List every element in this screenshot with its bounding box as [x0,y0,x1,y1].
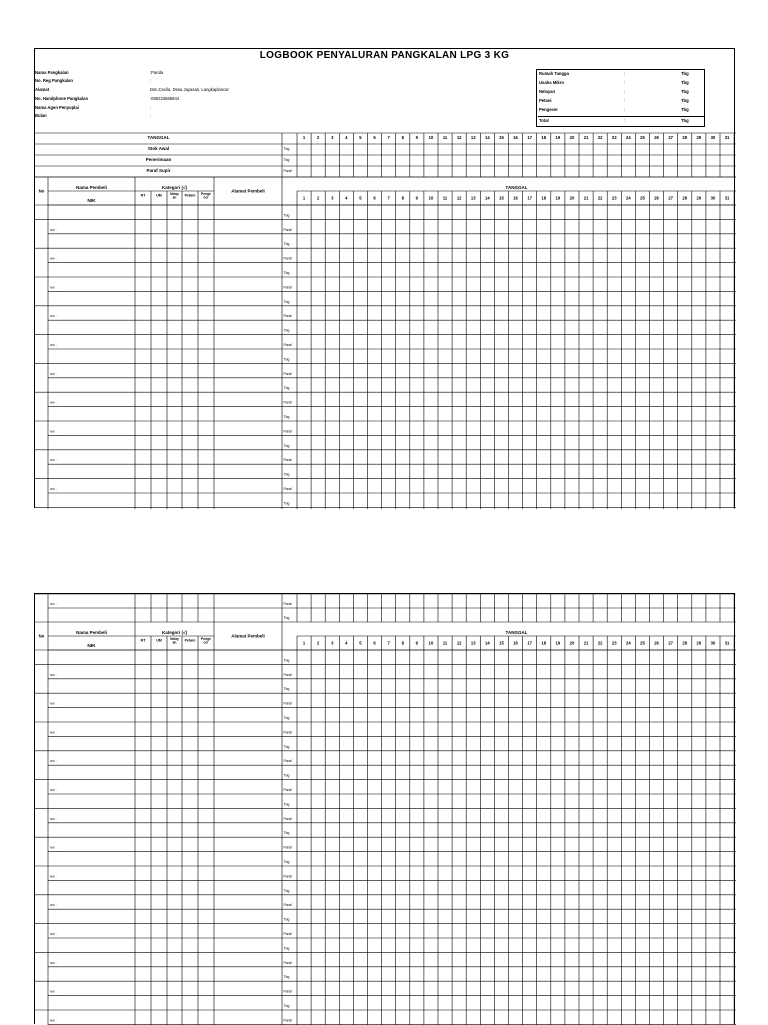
category-header: UM [156,638,162,643]
info-value: : [150,113,152,118]
day-number-header: 26 [654,195,659,201]
category-header: an [172,195,177,200]
day-number-header: 23 [611,135,617,140]
row-tag-label: Paraf [283,730,292,735]
day-number-header: 9 [415,135,419,140]
day-number-header: 14 [485,135,490,140]
summary-colon: : [624,98,626,103]
day-number-header: 18 [541,640,547,646]
row-tag-label: Paraf [283,285,292,290]
summary-label: Petani [539,98,552,103]
day-number-header: 27 [668,135,673,140]
day-number-header: 12 [456,195,462,201]
day-number-header: 6 [373,195,376,201]
summary-label: Total [539,118,549,123]
row-tag-label: Tbg [283,271,290,275]
summary-unit: Tbg [681,71,689,76]
day-number-header: 5 [359,640,362,646]
row-tag-label: Paraf [283,903,292,908]
day-number-header: 6 [373,135,376,140]
row-tag-label: Paraf [283,960,292,965]
day-number-header: 8 [401,640,404,646]
tanggal-header: TANGGAL [505,630,528,635]
info-value: :085223668844 [150,96,180,101]
day-number-header: 9 [415,640,419,646]
day-number-header: 8 [401,135,404,140]
category-header: Nelay [170,192,179,196]
day-number-header: 23 [611,195,617,201]
row-tag-label: Tbg [283,158,290,162]
day-number-header: 1 [302,195,306,201]
row-tag-label: Paraf [283,788,292,792]
day-number-header: 28 [682,195,688,201]
category-header: RT [140,638,146,643]
row-tag-label: Tbg [283,415,290,419]
alamat-pembeli-header: Alamat Pembeli [231,188,265,194]
nik-prefix: NIK : [50,256,57,261]
info-label: No. Reg Pangkalan [35,78,73,83]
day-number-header: 24 [626,135,631,140]
row-tag-label: Tbg [283,687,290,692]
info-value: :Parida [150,70,164,75]
day-number-header: 27 [668,195,673,201]
row-tag-label: Paraf [283,816,292,821]
paraf-supir-label: Paraf Supir [146,168,171,173]
logbook-grid [35,594,736,1025]
summary-colon: : [624,89,626,94]
nik-prefix: NIK : [50,487,57,491]
day-number-header: 1 [302,135,306,140]
nik-prefix: NIK : [50,227,57,232]
summary-unit: Tbg [681,118,689,123]
day-number-header: 5 [359,135,362,140]
day-number-header: 28 [682,640,688,646]
nik-prefix: NIK : [50,701,57,706]
day-number-header: 7 [387,195,390,201]
info-label: Bulan [35,113,47,118]
nik-header: NIK [87,199,96,204]
day-number-header: 15 [499,195,504,201]
nama-pembeli-header: Nama Pembeli [76,185,107,190]
row-tag-label: Tbg [283,831,290,836]
row-tag-label: Tbg [283,975,290,980]
nik-prefix: NIK : [50,759,57,764]
nik-prefix: NIK : [50,400,57,405]
day-number-header: 9 [415,195,419,201]
day-number-header: 13 [470,640,476,646]
day-number-header: 20 [569,135,575,140]
day-number-header: 12 [456,640,462,646]
day-number-header: 3 [331,640,334,646]
day-number-header: 31 [724,135,730,140]
summary-label: Rumah Tangga [539,71,569,76]
kategori-header: Kategori (√) [162,185,187,190]
row-tag-label: Paraf [283,701,292,706]
day-number-header: 16 [513,135,518,140]
row-tag-label: Paraf [283,845,292,850]
category-header: Petani [184,638,196,643]
row-tag-label: Tbg [283,658,290,663]
row-tag-label: Tbg [283,386,290,391]
day-number-header: 29 [696,195,702,201]
row-tag-label: Tbg [283,242,290,247]
day-number-header: 13 [470,195,476,201]
day-number-header: 10 [428,640,434,646]
day-number-header: 2 [316,195,320,201]
nik-prefix: NIK : [50,1018,57,1023]
day-number-header: 16 [513,195,518,201]
info-value: : [150,78,152,83]
row-tag-label: Paraf [283,487,292,491]
info-value: : [150,105,152,110]
stok-awal-label: Stok Awal [147,146,170,151]
row-tag-label: Paraf [283,400,292,405]
row-tag-label: Paraf [283,759,292,764]
row-tag-label: Paraf [283,1018,292,1023]
row-tag-label: Paraf [283,343,292,347]
day-number-header: 5 [359,195,362,201]
nik-prefix: NIK : [50,672,57,677]
day-number-header: 26 [654,135,659,140]
day-number-header: 13 [470,135,476,140]
day-number-header: 30 [710,640,716,646]
day-number-header: 11 [442,135,448,140]
day-number-header: 4 [345,135,348,140]
row-tag-label: Tbg [283,213,290,218]
nik-prefix: NIK : [50,343,57,347]
logbook-sheet-page-1 [34,48,735,508]
info-label: Alamat [35,87,49,92]
day-number-header: 21 [583,195,589,201]
nik-prefix: NIK : [50,989,57,994]
day-number-header: 17 [527,195,532,201]
tanggal-header: TANGGAL [505,185,528,190]
info-label: No. Handphone Pangkalan [35,96,89,101]
day-number-header: 7 [387,135,390,140]
row-tag-label: Paraf [283,256,292,261]
nik-prefix: NIK : [50,903,57,908]
day-number-header: 31 [724,640,730,646]
page-title: LOGBOOK PENYALURAN PANGKALAN LPG 3 KG [259,50,510,61]
day-number-header: 27 [668,640,673,646]
summary-unit: Tbg [681,89,689,94]
row-tag-label: Paraf [283,672,292,677]
row-tag-label: Tbg [283,802,290,807]
day-number-header: 12 [456,135,462,140]
day-number-header: 30 [710,135,716,140]
row-tag-label: Paraf [283,458,292,463]
row-tag-label: Tbg [283,716,290,720]
day-number-header: 29 [696,135,702,140]
category-header: cer [203,195,209,200]
day-number-header: 4 [345,195,348,201]
no-column-header: No [38,188,45,194]
day-number-header: 26 [654,640,659,646]
nik-prefix: NIK : [50,285,57,290]
nik-prefix: NIK : [50,371,57,376]
category-header: Petani [184,193,196,198]
row-tag-label: Tbg [283,946,290,951]
nik-prefix: NIK : [50,602,57,606]
day-number-header: 10 [428,135,434,140]
day-number-header: 25 [640,640,645,646]
day-number-header: 25 [640,135,645,140]
row-tag-label: Paraf [283,169,292,173]
row-tag-label: Tbg [283,443,290,448]
nik-prefix: NIK : [50,845,57,850]
summary-colon: : [624,107,626,112]
day-number-header: 1 [302,640,306,646]
category-header: UM [156,193,162,198]
summary-colon: : [624,118,626,123]
day-number-header: 17 [527,640,532,646]
day-number-header: 14 [485,640,490,646]
day-number-header: 2 [316,640,320,646]
day-number-header: 24 [626,640,631,646]
row-tag-label: Paraf [283,371,292,376]
day-number-header: 22 [597,640,603,646]
nama-pembeli-header: Nama Pembeli [76,630,107,635]
day-number-header: 16 [513,640,518,646]
day-number-header: 11 [442,640,448,646]
row-tag-label: Tbg [283,616,290,620]
day-number-header: 21 [583,640,589,646]
day-number-header: 3 [331,195,334,201]
stock-tanggal-label: TANGGAL [147,135,170,140]
summary-label: Nelayan [539,89,556,94]
row-tag-label: Tbg [283,501,290,506]
day-number-header: 22 [597,195,603,201]
day-number-header: 15 [499,640,504,646]
day-number-header: 6 [373,640,376,646]
category-header: Penge [201,192,211,196]
logbook-grid [35,49,736,509]
row-tag-label: Tbg [283,888,290,893]
nik-prefix: NIK : [50,788,57,792]
summary-colon: : [624,80,626,85]
row-tag-label: Tbg [283,472,290,477]
penerimaan-label: Penerimaan [145,157,172,162]
day-number-header: 4 [345,640,348,646]
no-column-header: No [38,633,45,639]
day-number-header: 20 [569,640,575,646]
category-header: an [172,640,177,645]
nik-prefix: NIK : [50,816,57,821]
row-tag-label: Tbg [283,773,290,778]
row-tag-label: Paraf [283,874,292,879]
kategori-header: Kategori (√) [162,630,187,635]
day-number-header: 19 [555,195,561,201]
summary-label: Pengecer [539,107,558,112]
day-number-header: 8 [401,195,404,201]
day-number-header: 14 [485,195,490,201]
logbook-sheet-page-2 [34,593,735,1024]
row-tag-label: Tbg [283,299,290,304]
nik-prefix: NIK : [50,874,57,879]
day-number-header: 19 [555,640,561,646]
summary-unit: Tbg [681,80,689,85]
day-number-header: 11 [442,195,448,201]
category-header: Nelay [170,637,179,641]
day-number-header: 18 [541,135,547,140]
day-number-header: 22 [597,135,603,140]
category-header: RT [140,193,146,198]
nik-prefix: NIK : [50,314,57,319]
category-header: cer [203,640,209,645]
day-number-header: 21 [583,135,589,140]
row-tag-label: Tbg [283,328,290,333]
row-tag-label: Paraf [283,429,292,434]
day-number-header: 25 [640,195,645,201]
day-number-header: 3 [331,135,334,140]
day-number-header: 7 [387,640,390,646]
summary-unit: Tbg [681,107,689,112]
nik-header: NIK [87,644,96,649]
row-tag-label: Paraf [283,314,292,319]
info-value: Dsn.Cecila, Desa Jayasari, Langkaplancar [150,87,229,92]
row-tag-label: Tbg [283,917,290,922]
day-number-header: 23 [611,640,617,646]
row-tag-label: Paraf [283,602,292,606]
day-number-header: 31 [724,195,730,201]
alamat-pembeli-header: Alamat Pembeli [231,633,265,639]
nik-prefix: NIK : [50,730,57,735]
row-tag-label: Paraf [283,932,292,936]
day-number-header: 10 [428,195,434,201]
row-tag-label: Tbg [283,744,290,749]
day-number-header: 30 [710,195,716,201]
summary-label: Usaha Mikro [539,80,564,85]
day-number-header: 20 [569,195,575,201]
day-number-header: 18 [541,195,547,201]
day-number-header: 28 [682,135,688,140]
nik-prefix: NIK : [50,932,57,936]
nik-prefix: NIK : [50,960,57,965]
nik-prefix: NIK : [50,429,57,434]
row-tag-label: Paraf [283,989,292,994]
row-tag-label: Tbg [283,1004,290,1008]
day-number-header: 15 [499,135,504,140]
row-tag-label: Paraf [283,227,292,232]
row-tag-label: Tbg [283,357,290,362]
info-label: Nama Agen Penyuplai [35,105,79,110]
row-tag-label: Tbg [283,147,290,151]
info-label: Nama Pangkalan [35,70,69,75]
summary-colon: : [624,71,626,76]
day-number-header: 17 [527,135,532,140]
day-number-header: 24 [626,195,631,201]
nik-prefix: NIK : [50,458,57,463]
category-header: Penge [201,637,211,641]
row-tag-label: Tbg [283,860,290,864]
day-number-header: 29 [696,640,702,646]
day-number-header: 19 [555,135,561,140]
summary-unit: Tbg [681,98,689,103]
day-number-header: 2 [316,135,320,140]
